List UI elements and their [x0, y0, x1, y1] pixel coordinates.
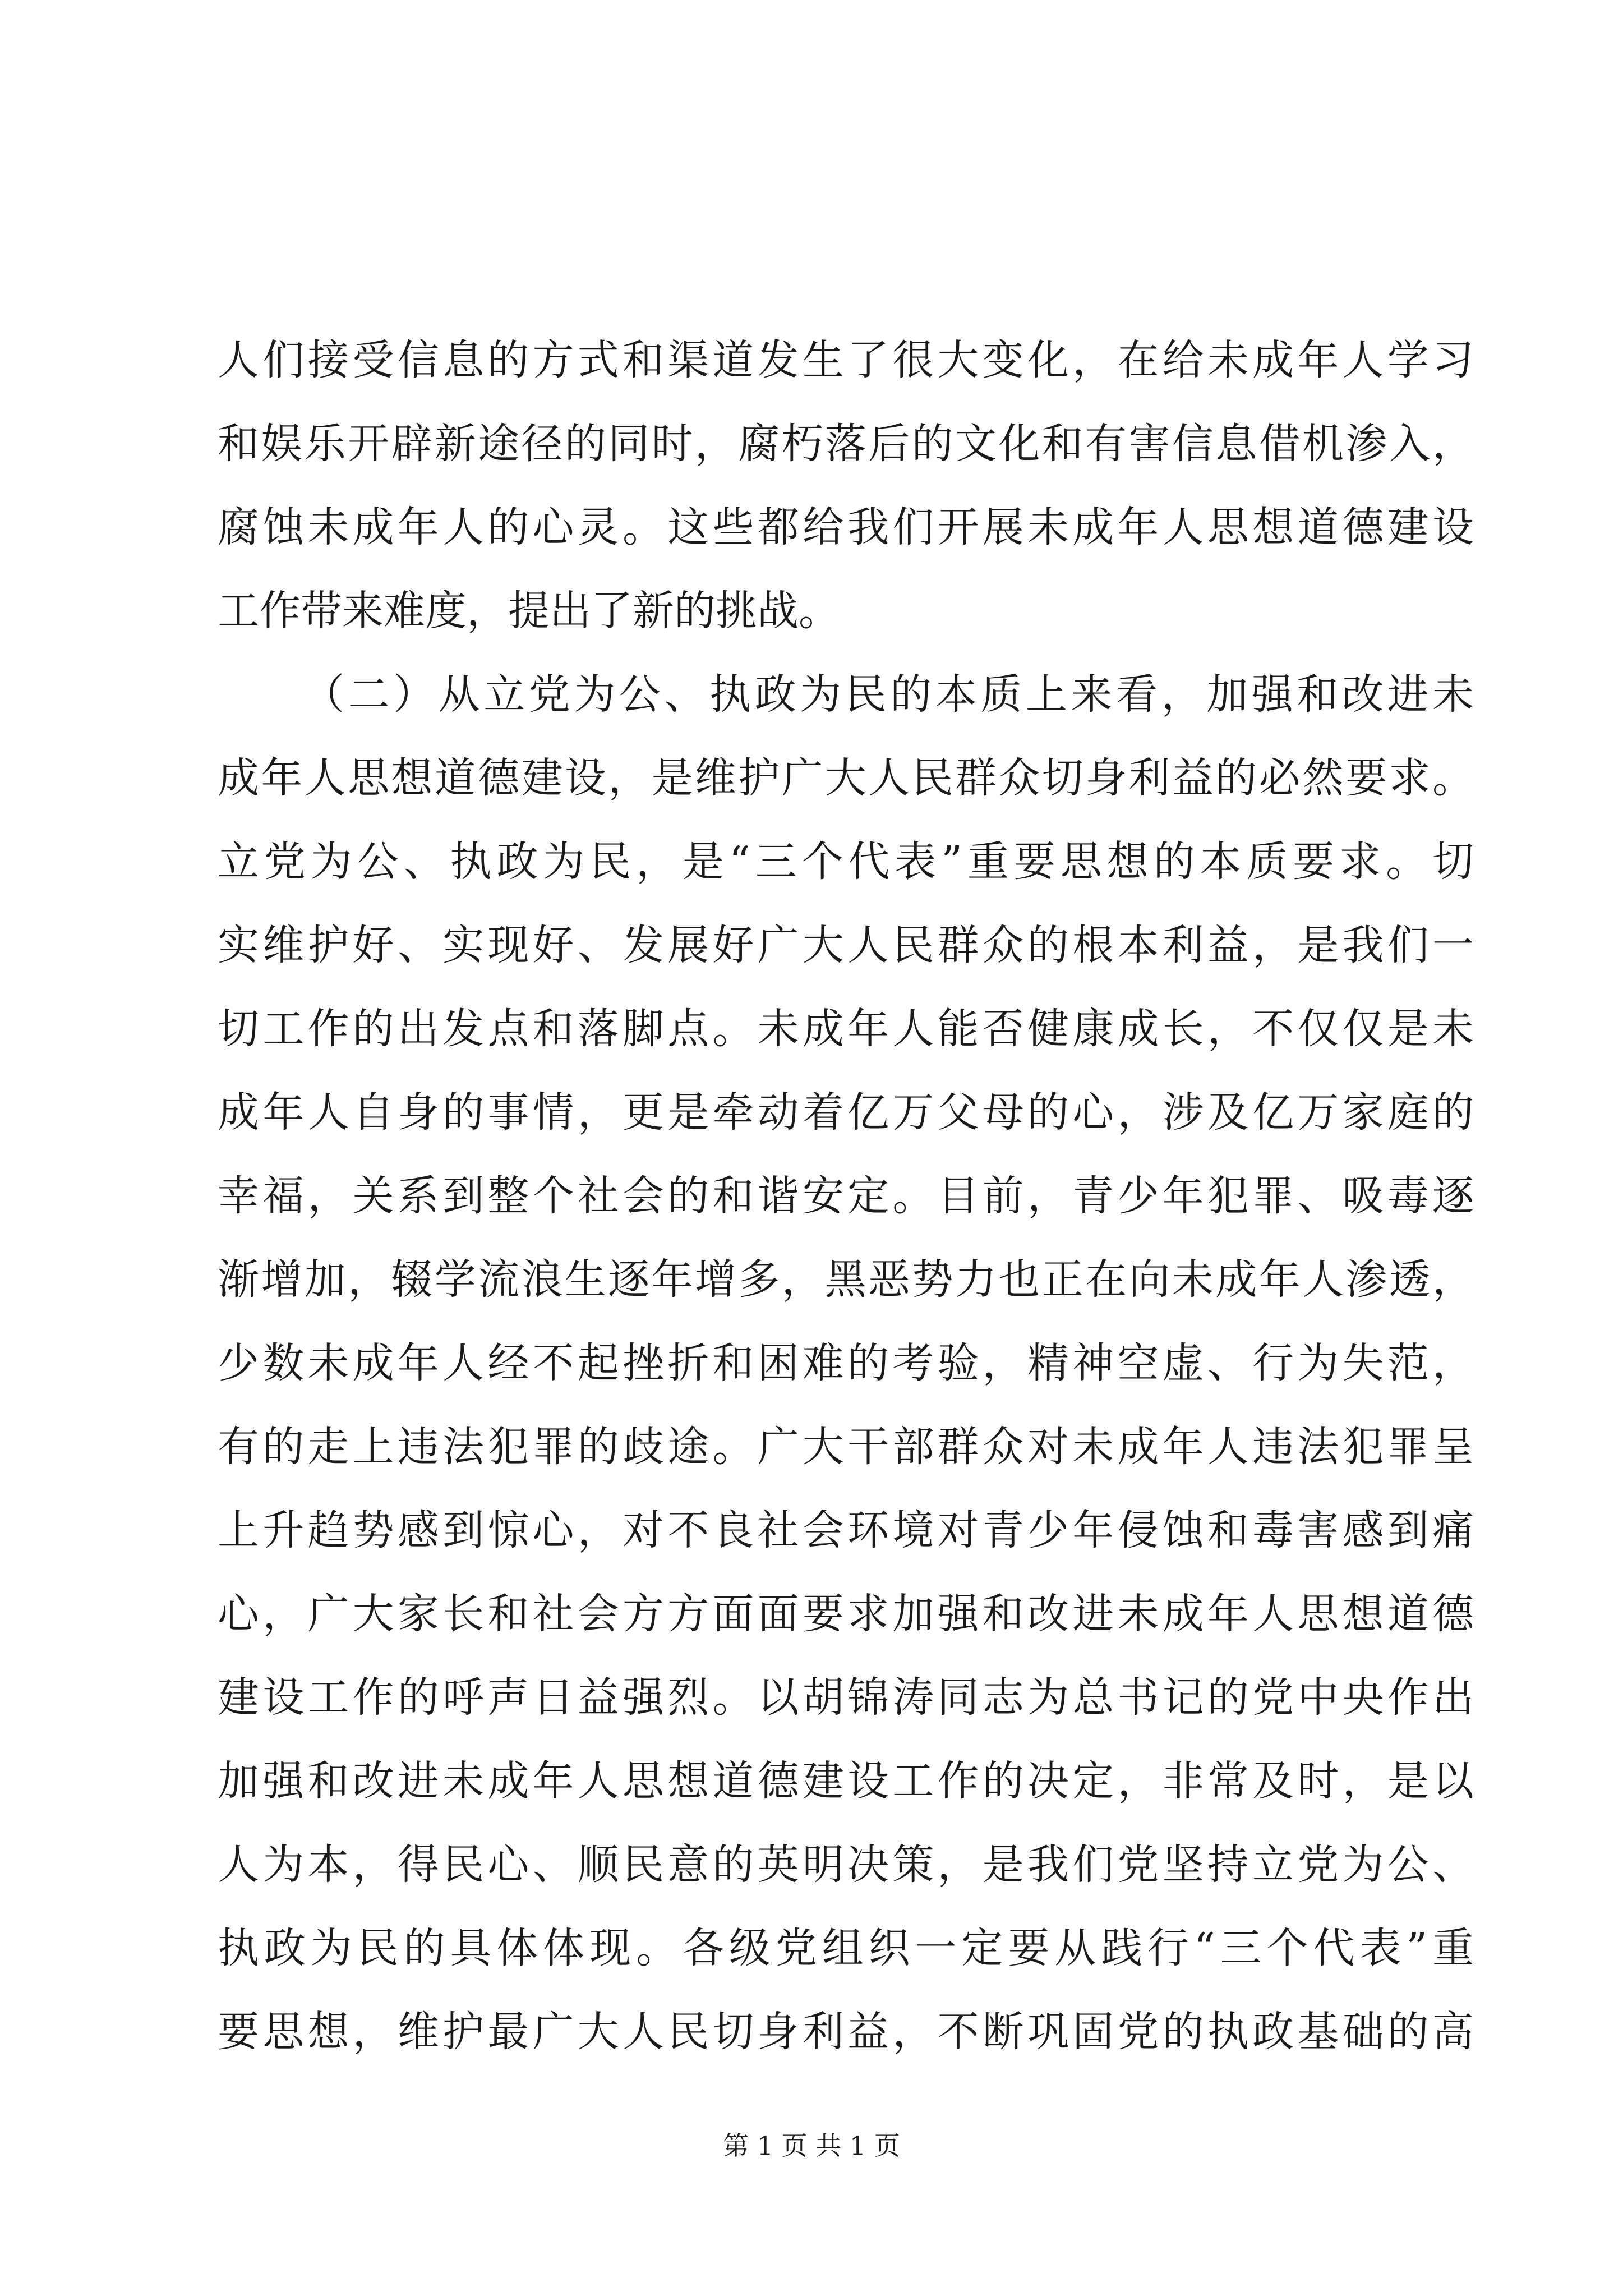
text-line: 要思想，维护最广大人民切身利益，不断巩固党的执政基础的高: [218, 2008, 1474, 2056]
text-line: 和娱乐开辟新途径的同时，腐朽落后的文化和有害信息借机渗入，: [218, 420, 1474, 468]
text-line: 实维护好、实现好、发展好广大人民群众的根本利益，是我们一: [218, 921, 1474, 969]
text-line: 执政为民的具体体现。各级党组织一定要从践行“三个代表”重: [218, 1924, 1474, 1972]
text-line: 建设工作的呼声日益强烈。以胡锦涛同志为总书记的党中央作出: [218, 1673, 1474, 1722]
document-body: [218, 319, 1474, 2074]
text-line: （二）从立党为公、执政为民的本质上来看，加强和改进未: [303, 670, 1474, 719]
text-line: 上升趋势感到惊心，对不良社会环境对青少年侵蚀和毒害感到痛: [218, 1506, 1474, 1554]
text-line: 人为本，得民心、顺民意的英明决策，是我们党坚持立党为公、: [218, 1841, 1474, 1889]
text-line: 立党为公、执政为民，是“三个代表”重要思想的本质要求。切: [218, 838, 1474, 886]
text-line: 工作带来难度，提出了新的挑战。: [218, 587, 840, 635]
paragraph-1: [218, 319, 1474, 653]
text-line: 少数未成年人经不起挫折和困难的考验，精神空虚、行为失范，: [218, 1339, 1474, 1387]
paragraph-2: [218, 653, 1474, 2074]
text-line: 人们接受信息的方式和渠道发生了很大变化，在给未成年人学习: [218, 336, 1474, 384]
text-line: 切工作的出发点和落脚点。未成年人能否健康成长，不仅仅是未: [218, 1005, 1474, 1053]
text-line: 成年人思想道德建设，是维护广大人民群众切身利益的必然要求。: [218, 754, 1474, 802]
text-line: 有的走上违法犯罪的歧途。广大干部群众对未成年人违法犯罪呈: [218, 1423, 1474, 1471]
text-line: 心，广大家长和社会方方面面要求加强和改进未成年人思想道德: [218, 1590, 1474, 1638]
text-line: 幸福，关系到整个社会的和谐安定。目前，青少年犯罪、吸毒逐: [218, 1172, 1474, 1220]
page-footer: 第 1 页 共 1 页: [723, 2131, 900, 2161]
text-line: 成年人自身的事情，更是牵动着亿万父母的心，涉及亿万家庭的: [218, 1088, 1474, 1137]
text-line: 加强和改进未成年人思想道德建设工作的决定，非常及时，是以: [218, 1757, 1474, 1805]
text-line: 腐蚀未成年人的心灵。这些都给我们开展未成年人思想道德建设: [218, 503, 1474, 551]
text-line: 渐增加，辍学流浪生逐年增多，黑恶势力也正在向未成年人渗透，: [218, 1255, 1474, 1304]
